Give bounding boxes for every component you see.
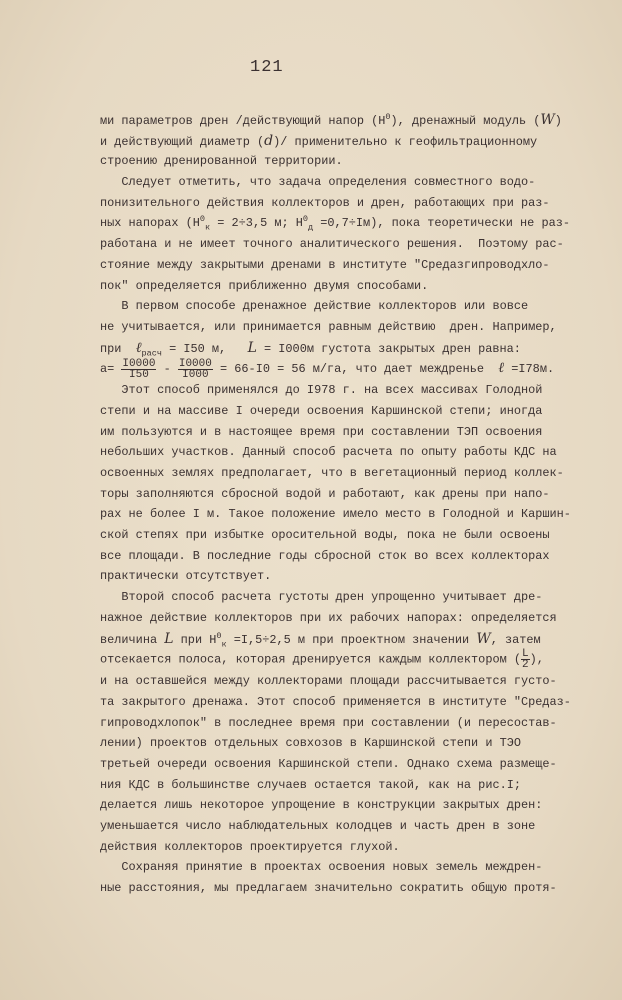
text-line <box>100 338 580 359</box>
text-line: и на оставшейся между коллекторами площади рассчитывается густо- <box>100 674 557 689</box>
text-line: практически отсутствует. <box>100 569 272 584</box>
text-run: а= <box>100 362 122 377</box>
text-line: нажное действие коллекторов при их рабочих напорах: определяется <box>100 610 557 625</box>
text-line: степи и на массиве I очереди освоения Каршинской степи; иногда <box>100 403 543 418</box>
text-run: при <box>100 341 136 356</box>
math-symbol: W <box>540 112 555 128</box>
denominator: 2 <box>522 659 529 672</box>
text-run: ми параметров дрен /действующий напор (Н <box>100 114 386 128</box>
text-run: ) <box>554 114 562 128</box>
text-run: =0,7÷Iм), пока теоретически не раз- <box>313 216 570 231</box>
text-run: ), <box>529 652 544 667</box>
text-run: =I,5÷2,5 м при проектном значении <box>226 632 477 647</box>
text-line: небольших участков. Данный способ расчета по опыту работы КДС на <box>100 445 557 460</box>
text-line: стояние между закрытыми дренами в институте "Средазгипроводхло- <box>100 257 550 272</box>
text-line: торы заполняются сбросной водой и работают, как дрены при напо- <box>100 486 550 501</box>
text-run: при Н <box>173 632 217 647</box>
text-run: = 66-I0 = 56 м/га, что дает междренье <box>212 362 499 377</box>
text-run: - <box>156 362 178 377</box>
text-line: уменьшается число наблюдательных колодцев и часть дрен в зоне <box>100 819 536 833</box>
math-symbol: L <box>247 339 257 356</box>
text-line: строению дренированной территории. <box>100 154 343 169</box>
text-run: отсекается полоса, которая дренируется каждым коллектором ( <box>100 652 521 667</box>
text-run: )/ применительно к геофильтрационному <box>273 134 538 149</box>
text-line <box>100 629 580 650</box>
text-line: Сохраняя принятие в проектах освоения новых земель междрен- <box>100 860 543 875</box>
superscript: 0 <box>216 630 222 641</box>
superscript: 0 <box>385 112 391 123</box>
text-line: третьей очереди освоения Каршинской степи. Однако схема размеще- <box>100 756 557 771</box>
text-line: Второй способ расчета густоты дрен упрощенно учитывает дре- <box>100 590 543 605</box>
text-run: и действующий диаметр ( <box>100 134 265 149</box>
superscript: 0 <box>302 214 308 225</box>
numerator: I0000 <box>178 357 212 370</box>
subscript: к <box>221 638 227 649</box>
text-run: = I50 м, <box>161 341 248 356</box>
text-line: им пользуются и в настоящее время при составлении ТЭП освоения <box>100 424 543 439</box>
text-line: гипроводхлопок" в последнее время при составлении (и пересостав- <box>100 715 557 730</box>
text-line: работана и не имеет точного аналитического решения. Поэтому рас- <box>100 237 564 252</box>
denominator: I000 <box>182 368 209 381</box>
text-run: ных напорах (Н <box>100 216 200 231</box>
fraction <box>521 649 530 670</box>
text-line: В первом способе дренажное действие коллекторов или вовсе <box>100 299 529 314</box>
math-symbol: ℓ <box>135 339 142 356</box>
subscript: расч <box>141 347 162 358</box>
text-line: пок" определяется приближенно двумя способами. <box>100 278 429 293</box>
text-run: = I000м густота закрытых дрен равна: <box>256 341 521 356</box>
text-run: =I78м. <box>504 362 555 377</box>
text-line: лении) проектов отдельных совхозов в Каршинской степи и ТЭО <box>100 736 521 751</box>
text-line: ской степях при избытке оросительной воды, пока не были освоены <box>100 528 550 543</box>
text-line: ные расстояния, мы предлагаем значительно сократить общую протя- <box>100 881 557 896</box>
subscript: д <box>308 222 314 233</box>
text-line: делается лишь некоторое упрощение в конструкции закрытых дрен: <box>100 798 543 813</box>
text-line: Этот способ применялся до I978 г. на всех массивах Голодной <box>100 383 543 398</box>
text-line: Следует отметить, что задача определения совместного водо- <box>100 175 536 190</box>
text-line: та закрытого дренажа. Этот способ применяется в институте "Средаз- <box>100 694 571 709</box>
math-symbol: ℓ <box>498 360 505 377</box>
subscript: к <box>205 222 211 233</box>
text-line: освоенных землях предполагает, что в вегетационный период коллек- <box>100 466 564 480</box>
denominator: I50 <box>129 368 149 381</box>
text-line: рах не более I м. Такое положение имело место в Голодной и Каршин- <box>100 507 571 522</box>
text-run: , затем <box>490 632 541 647</box>
text-line <box>100 358 580 380</box>
text-run: величина <box>100 632 165 647</box>
text-line <box>100 131 580 152</box>
text-line: ния КДС в большинстве случаев остается такой, как на рис.I; <box>100 777 521 792</box>
text-line: действия коллекторов проектируется глухой. <box>100 839 400 854</box>
fraction <box>178 359 213 380</box>
text-line <box>100 213 580 234</box>
math-symbol: W <box>476 630 491 647</box>
math-symbol: d <box>264 132 274 149</box>
text-line <box>100 110 580 131</box>
numerator: I0000 <box>122 357 156 370</box>
text-run: = 2÷3,5 м; Н <box>210 216 303 231</box>
numerator: L <box>522 648 529 661</box>
text-line <box>100 649 580 671</box>
body-text <box>100 110 580 899</box>
text-run: ), дренажный модуль ( <box>390 114 541 128</box>
superscript: 0 <box>199 214 206 225</box>
text-line: все площади. В последние годы сбросной сток во всех коллекторах <box>100 548 550 563</box>
text-line: не учитывается, или принимается равным действию дрен. Например, <box>100 319 557 334</box>
page-number: 121 <box>250 58 284 77</box>
math-symbol: L <box>164 630 174 647</box>
fraction <box>121 359 156 380</box>
text-line: понизительного действия коллекторов и дрен, работающих при раз- <box>100 195 550 210</box>
